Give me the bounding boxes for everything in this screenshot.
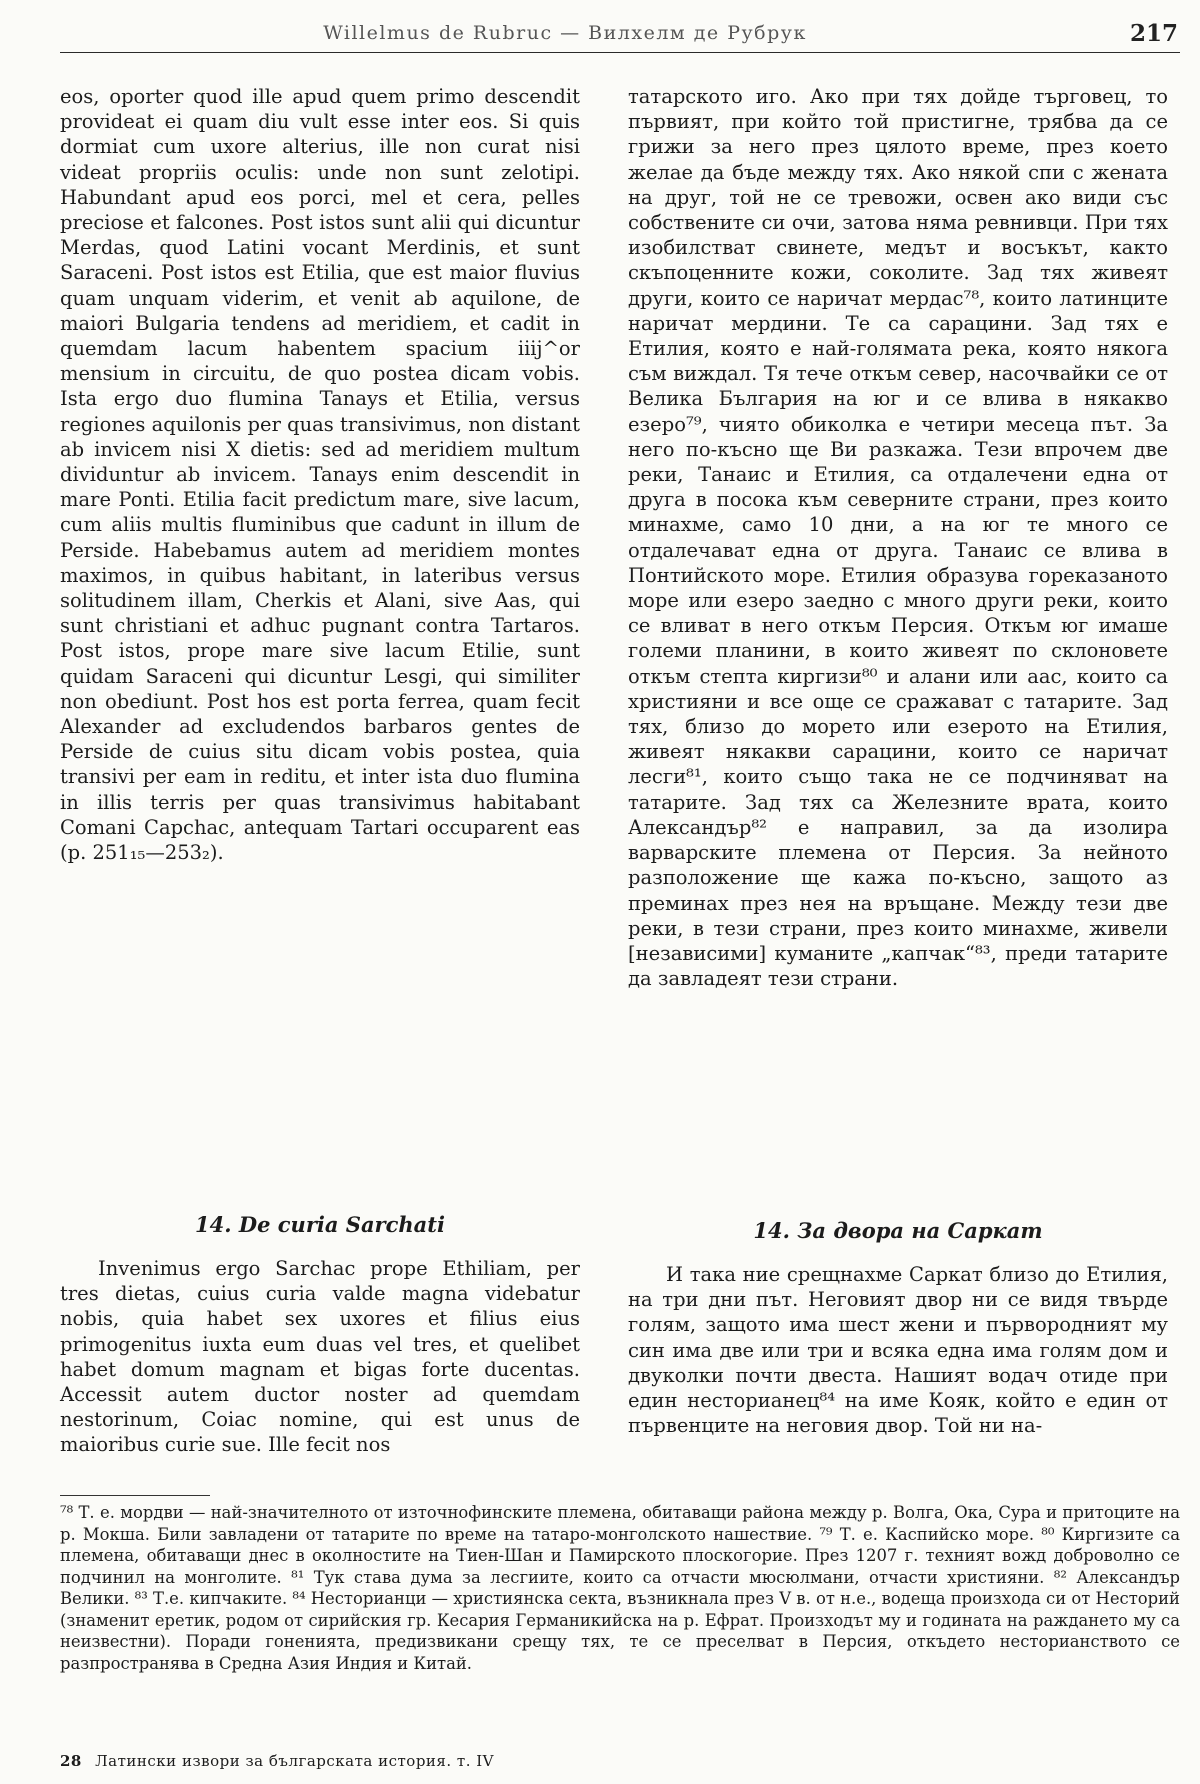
page-footer (60, 1752, 494, 1770)
bulgarian-section-title: 14. За двора на Саркат (753, 1218, 1043, 1243)
footnotes: ⁷⁸ Т. е. мордви — най-значителното от източнофинските племена, обитаващи района между р. Волга, Ока, Сура и притоците на р. Мокша. Били завладени от татарите по време на татаро-монголското нашествие. ⁷⁹ Т. е. Каспийско море. ⁸⁰ Киргизите са племена, обитаващи днес в околностите на Тиен-Шан и Памирското плоскогорие. През 1207 г. техният вожд доброволно се подчинил на монголите. ⁸¹ Тук става дума за лесгиите, които са отчасти мюсюлмани, отчасти християни. ⁸² Александър Велики. ⁸³ Т.е. кипчаките. ⁸⁴ Несторианци — християнска секта, възникнала през V в. от н.е., водеща произхода си от Несторий (знаменит еретик, родом от сирийския гр. Кесария Германикийска на р. Ефрат. Произходът му и годината на раждането му са неизвестни). Поради гоненията, предизвикани срещу тях, те се преселват в Персия, откъдето несторианството се разпространява в Средна Азия Индия и Китай. (60, 1503, 1180, 1673)
footnote-divider (60, 1495, 210, 1496)
bulgarian-section-paragraph: И така ние срещнахме Саркат близо до Етилия, на три дни път. Неговият двор ни се видя твърде голям, защото има шест жени и първородният му син има две или три и всяка една има голям дом и двуколки почти двеста. Нашият водач отиде при един несторианец⁸⁴ на име Кояк, който е един от първенците на неговия двор. Той ни на- (628, 1263, 1168, 1438)
page-header (60, 14, 1180, 53)
bulgarian-text-column: татарското иго. Ако при тях дойде търговец, то първият, при който той пристигне, трябва да се грижи за него през цялото време, през което желае да бъде между тях. Ако някой спи с жената на друг, той не се тревожи, освен ако види със собствените си очи, затова няма ревнивци. При тях изобилстват свинете, медът и восъкът, както скъпоценните кожи, соколите. Зад тях живеят други, които се наричат мердас⁷⁸, които латинците наричат мердини. Те са сарацини. Зад тях е Етилия, която е най-голямата река, която някога съм виждал. Тя тече откъм север, насочвайки се от Велика България на юг и се влива в някакво езеро⁷⁹, чиято обиколка е четири месеца път. За него по-късно ще Ви разкажа. Тези впрочем две реки, Танаис и Етилия, са отдалечени една от друга в посока към северните страни, през които минахме, само 10 дни, а на юг те много се отдалечават една от друга. Танаис се влива в Понтийското море. Етилия образува гореказаното море или езеро заедно с много други реки, които се вливат в него откъм Персия. Откъм юг имаше големи планини, в които живеят по склоновете откъм степта киргизи⁸⁰ и алани или аас, които са християни и все още се сражават с татарите. Зад тях, близо до морето или езерото на Етилия, живеят някакви сарацини, които се наричат лесги⁸¹, които също така не се подчиняват на татарите. Зад тях са Железните врата, които Александър⁸² е направил, за да изолира варварските племена от Персия. За нейното разположение ще кажа по-късно, защото аз преминах през нея на връщане. Между тези две реки, в тези страни, през които минахме, живели [независими] куманите „капчак“⁸³, преди татарите да завладеят тези страни. (628, 85, 1168, 991)
signature-mark: 28 (60, 1752, 82, 1770)
latin-section-paragraph: Invenimus ergo Sarchac prope Ethiliam, per tres dietas, cuius curia valde magna videbatur nobis, quia habet sex uxores et filius eius primogenitus iuxta eum duas vel tres, et quelibet habet domum magnam et bigas forte ducentas. Accessit autem ductor noster ad quemdam nestorinum, Coiac nomine, qui est unus de maioribus curie sue. Ille fecit nos (60, 1257, 580, 1457)
page-number: 217 (1129, 20, 1178, 47)
latin-section-title: 14. De curia Sarchati (195, 1212, 445, 1237)
footer-text: Латински извори за българската история. т. IV (95, 1752, 495, 1770)
latin-text-column: eos, oporter quod ille apud quem primo descendit provideat ei quam diu vult esse inter eos. Si quis dormiat cum uxore alterius, ille non curat nisi videat propriis oculis: unde non sunt zelotipi. Habundant apud eos porci, mel et cera, pelles preciose et falcones. Post istos sunt alii qui dicuntur Merdas, quod Latini vocant Merdinis, et sunt Saraceni. Post istos est Etilia, que est maior fluvius quam unquam viderim, et venit ab aquilone, de maiori Bulgaria tendens ad meridiem, et cadit in quemdam lacum habentem spacium iiij^or mensium in circuitu, de quo postea dicam vobis. Ista ergo duo flumina Tanays et Etilia, versus regiones aquilonis per quas transivimus, non distant ab invicem nisi X dietis: sed ad meridiem multum dividuntur ab invicem. Tanays enim descendit in mare Ponti. Etilia facit predictum mare, sive lacum, cum aliis multis fluminibus que cadunt in illum de Perside. Habebamus autem ad meridiem montes maximos, in quibus habitant, in lateribus versus solitudinem illam, Cherkis et Alani, sive Aas, qui sunt christiani et adhuc pugnant contra Tartaros. Post istos, prope mare sive lacum Etilie, sunt quidam Saraceni qui dicuntur Lesgi, qui similiter non obediunt. Post hos est porta ferrea, quam fecit Alexander ad excludendos barbaros gentes de Perside de cuius situ dicam vobis postea, quia transivi per eam in reditu, et inter ista duo flumina in illis terris per quas transivimus habitabant Comani Capchac, antequam Tartari occuparent eas (p. 251₁₅—253₂). (60, 85, 580, 865)
running-head: Willelmus de Rubruc — Вилхелм де Рубрук (323, 22, 807, 44)
